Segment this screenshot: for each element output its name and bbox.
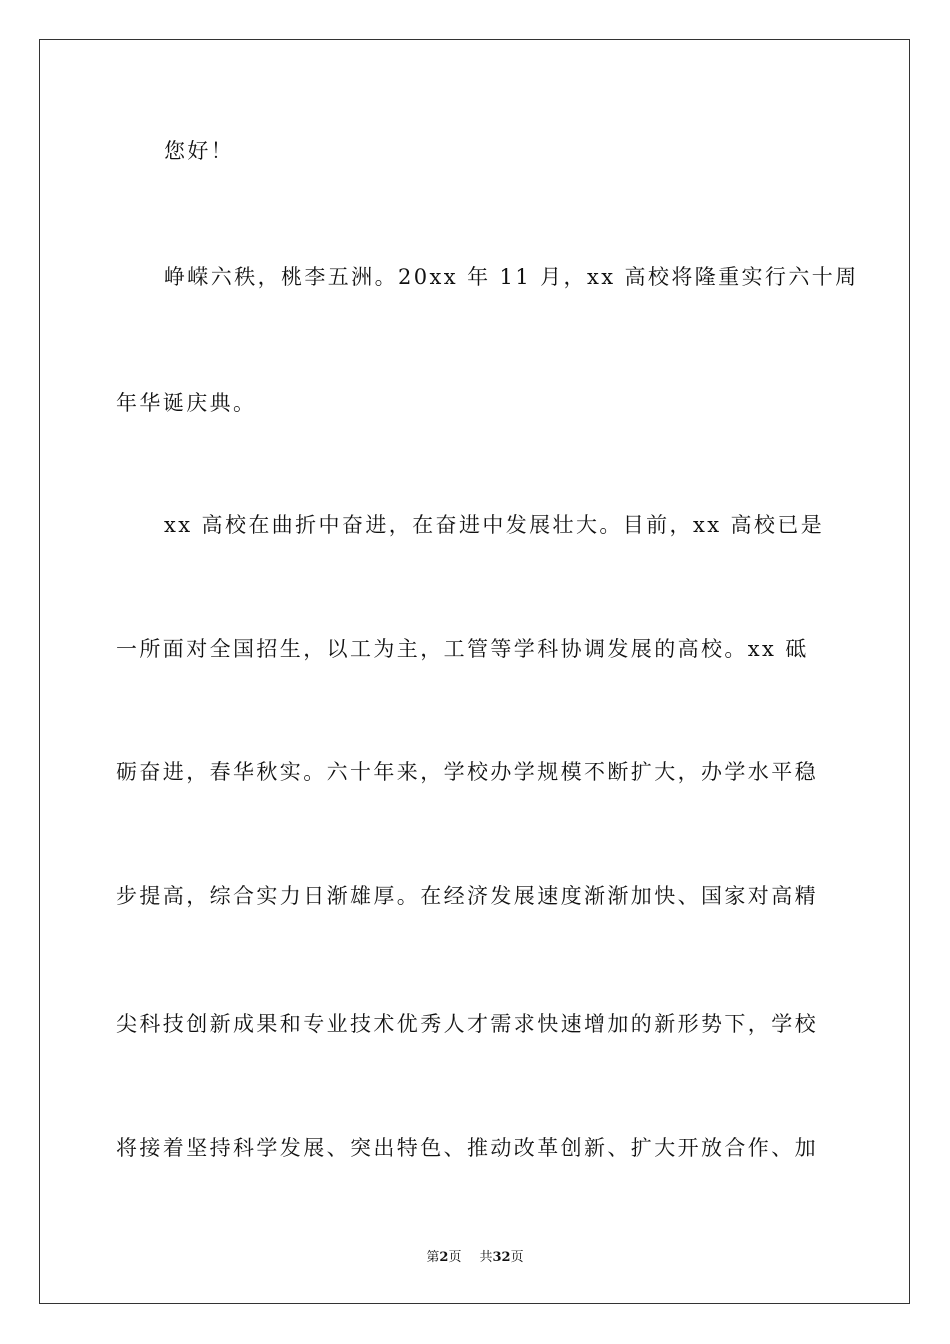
greeting-line: 您好！ [164, 139, 235, 163]
page-border [39, 39, 910, 1304]
paragraph-line: 峥嵘六秩，桃李五洲。20xx 年 11 月，xx 高校将隆重实行六十周 [164, 265, 859, 289]
paragraph-line: 尖科技创新成果和专业技术优秀人才需求快速增加的新形势下，学校 [116, 1012, 818, 1036]
paragraph-line: 一所面对全国招生，以工为主，工管等学科协调发展的高校。xx 砥 [116, 637, 809, 661]
footer-total-suffix: 页 [510, 1250, 524, 1265]
footer-page-suffix: 页 [448, 1250, 462, 1265]
page-footer [0, 1249, 950, 1267]
footer-total-pages: 32 [492, 1250, 511, 1265]
footer-page-prefix: 第 [426, 1250, 440, 1265]
footer-page-number: 2 [439, 1250, 449, 1265]
paragraph-line: 年华诞庆典。 [116, 391, 257, 415]
paragraph-line: 步提高，综合实力日渐雄厚。在经济发展速度渐渐加快、国家对高精 [116, 884, 818, 908]
footer-total-prefix: 共 [479, 1250, 493, 1265]
paragraph-line: 砺奋进，春华秋实。六十年来，学校办学规模不断扩大，办学水平稳 [116, 760, 818, 784]
paragraph-line: 将接着坚持科学发展、突出特色、推动改革创新、扩大开放合作、加 [116, 1136, 818, 1160]
paragraph-line: xx 高校在曲折中奋进，在奋进中发展壮大。目前，xx 高校已是 [164, 513, 825, 537]
